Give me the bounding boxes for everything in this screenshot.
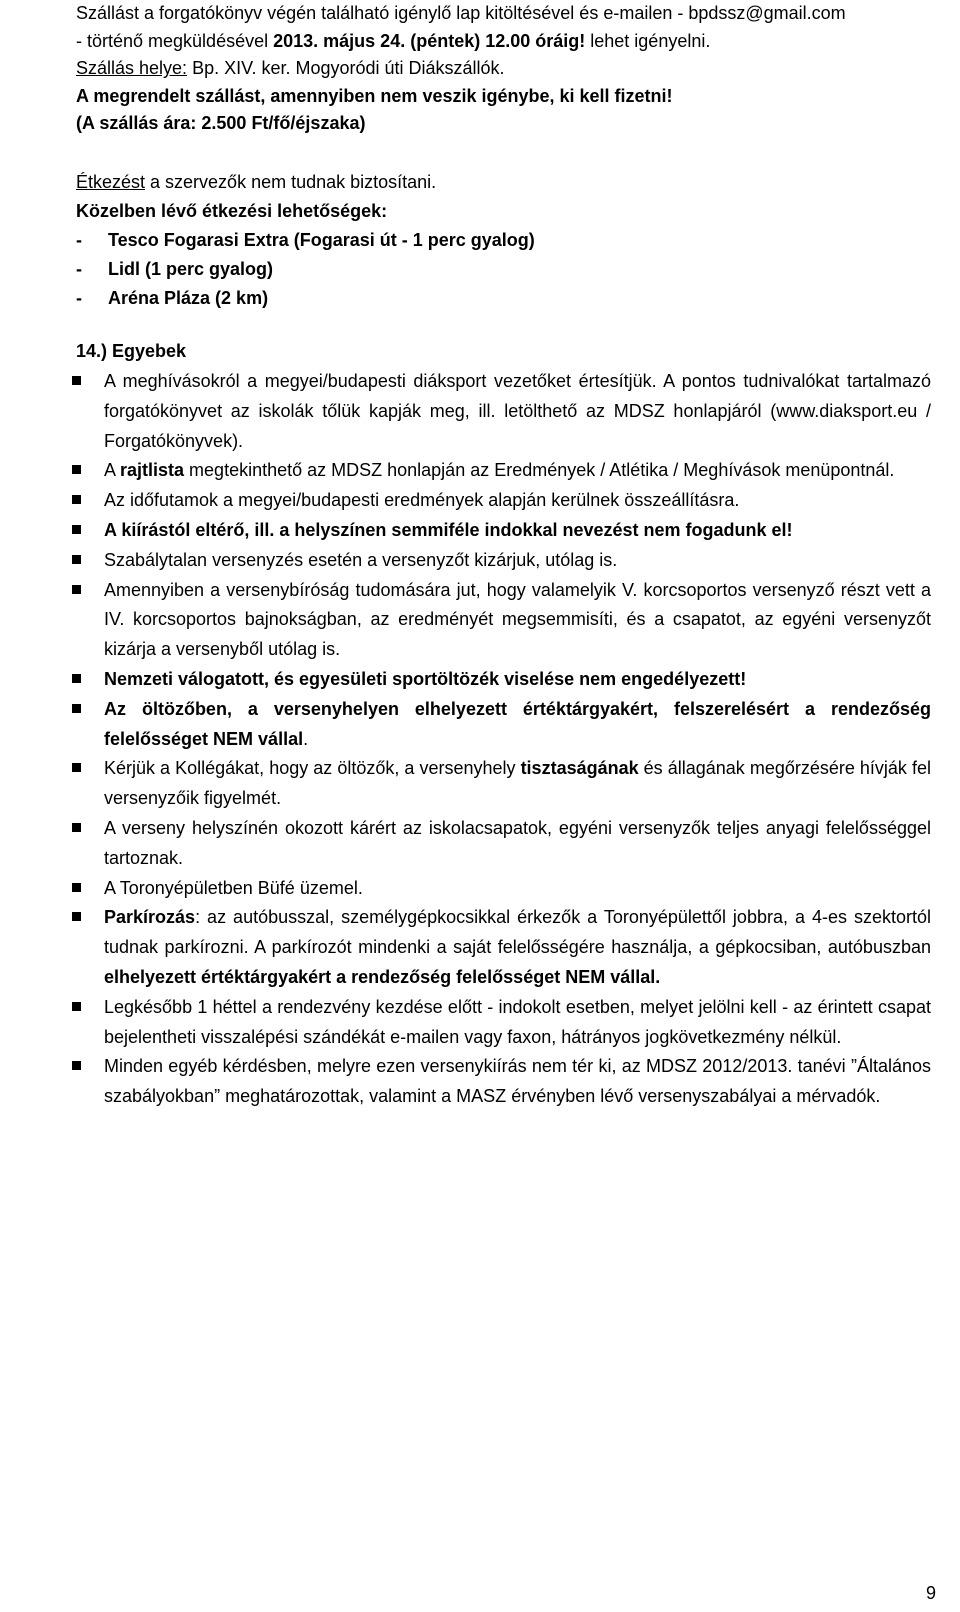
list-item (76, 367, 931, 456)
list-item-text (76, 754, 931, 814)
list-item-text: A kiírástól eltérő, ill. a helyszínen semmiféle indokkal nevezést nem fogadunk el! (104, 519, 793, 540)
text-bold: Az öltözőben, a versenyhelyen elhelyezett értéktárgyakért, felszerelésért a rendezőség felelősséget NEM vállal (104, 698, 931, 749)
list-item-text: Az időfutamok a megyei/budapesti eredmények alapján kerülnek összeállításra. (104, 490, 740, 511)
lodging-line-4 (76, 83, 936, 111)
square-bullet-icon (72, 1061, 81, 1070)
dash-marker: - (76, 288, 82, 308)
bullet-list (76, 367, 931, 1112)
list-item (76, 1052, 931, 1112)
lodging-payment-note: A megrendelt szállást, amennyiben nem veszik igénybe, ki kell fizetni! (76, 85, 673, 106)
lodging-text-2a: - történő megküldésével (76, 30, 274, 51)
food-block (76, 168, 936, 313)
list-item-text: Szabálytalan versenyzés esetén a versenyzőt kizárjuk, utólag is. (104, 549, 618, 570)
text-part: : az autóbusszal, személygépkocsikkal érkezők a Toronyépülettől jobbra, a 4-es szektortól tudnak parkírozni. A parkírozót mindenki a saját felelősségére használja, a gépkocsiban, autóbuszban (104, 907, 931, 958)
list-item-text: Legkésőbb 1 héttel a rendezvény kezdése előtt - indokolt esetben, melyet jelölni kell - az érintett csapat bejelentheti visszalépési szándékát e-mailen vagy faxon, hátrányos jogkövetkezmény nélkül. (104, 996, 931, 1047)
page-number: 9 (925, 1583, 936, 1603)
lodging-price: (A szállás ára: 2.500 Ft/fő/éjszaka) (76, 113, 366, 134)
square-bullet-icon (72, 495, 81, 504)
square-bullet-icon (72, 376, 81, 385)
square-bullet-icon (72, 465, 81, 474)
food-note: a szervezők nem tudnak biztosítani. (145, 172, 437, 192)
food-item (76, 226, 936, 255)
square-bullet-icon (72, 525, 81, 534)
list-item (76, 903, 931, 992)
text-bold: rajtlista (120, 460, 185, 481)
text-bold: tisztaságának (520, 758, 639, 779)
lodging-text-1: Szállást a forgatókönyv végén található igénylő lap kitöltésével és e-mailen - bpdssz@gmail.com (76, 3, 846, 23)
lodging-line-2 (76, 28, 936, 56)
square-bullet-icon (72, 555, 81, 564)
list-item (76, 874, 931, 904)
dash-marker: - (76, 259, 82, 279)
text-part: és állagának megőrzésére hívják fel versenyzőik figyelmét. (104, 758, 931, 809)
list-item (76, 695, 931, 755)
list-item-text: Amennyiben a versenybíróság tudomására jut, hogy valamelyik V. korcsoportos versenyző részt vett a IV. korcsoportos bajnokságban, az eredményét megsemmisíti, és a csapatot, az egyéni versenyzőt kizárja a versenyből utólag is. (104, 579, 931, 660)
food-item (76, 284, 936, 313)
square-bullet-icon (72, 1002, 81, 1011)
text-bold: elhelyezett értéktárgyakért a rendezőség felelősséget NEM vállal. (104, 966, 661, 987)
list-item-text (76, 695, 931, 755)
list-item (76, 754, 931, 814)
list-item-text: A meghívásokról a megyei/budapesti diáksport vezetőket értesítjük. A pontos tudnivalókat tartalmazó forgatókönyvet az iskolák tőlük kapják meg, ill. letölthető az MDSZ honlapjáról (www.diaksport.eu / Forgatókönyvek). (104, 371, 931, 451)
list-item (76, 665, 931, 695)
text-part: A (104, 460, 121, 481)
square-bullet-icon (72, 823, 81, 832)
lodging-line-5 (76, 110, 936, 138)
lodging-location-label: Szállás helye: (76, 58, 188, 79)
food-line-1 (76, 168, 936, 197)
square-bullet-icon (72, 704, 81, 713)
list-item (76, 576, 931, 665)
section-title: 14.) Egyebek (76, 341, 187, 361)
square-bullet-icon (72, 763, 81, 772)
food-underlined: Étkezést (76, 172, 146, 192)
list-item-text: Nemzeti válogatott, és egyesületi sportöltözék viselése nem engedélyezett! (104, 668, 747, 689)
text-part: . (303, 728, 309, 749)
list-item (76, 546, 931, 576)
dash-marker: - (76, 230, 82, 250)
list-item-text (76, 903, 931, 992)
food-item (76, 255, 936, 284)
square-bullet-icon (72, 674, 81, 683)
square-bullet-icon (72, 883, 81, 892)
list-item (76, 814, 931, 874)
lodging-text-2c: lehet igényelni. (585, 30, 711, 51)
list-item-text: A verseny helyszínén okozott kárért az iskolacsapatok, egyéni versenyzők teljes anyagi felelősséggel tartoznak. (104, 817, 931, 868)
lodging-location: Bp. XIV. ker. Mogyoródi úti Diákszállók. (187, 58, 505, 79)
food-heading: Közelben lévő étkezési lehetőségek: (76, 201, 388, 221)
square-bullet-icon (72, 585, 81, 594)
food-item-text: Lidl (1 perc gyalog) (108, 259, 274, 279)
deadline-text: 2013. május 24. (péntek) 12.00 óráig! (273, 30, 586, 51)
square-bullet-icon (72, 912, 81, 921)
lodging-line-1 (76, 0, 936, 28)
list-item-text: Minden egyéb kérdésben, melyre ezen versenykiírás nem tér ki, az MDSZ 2012/2013. tanévi ”Általános szabályokban” meghatározottak, valamint a MASZ érvényben lévő versenyszabályai a mérvadók. (104, 1056, 931, 1107)
text-part: megtekinthető az MDSZ honlapján az Eredmények / Atlétika / Meghívások menüpontnál. (184, 460, 895, 481)
list-item (76, 516, 931, 546)
lodging-line-3 (76, 55, 936, 83)
list-item-text (76, 456, 931, 486)
list-item (76, 456, 931, 486)
list-item (76, 486, 931, 516)
lodging-block (76, 0, 936, 138)
list-item (76, 993, 931, 1053)
text-bold: Parkírozás (104, 907, 196, 928)
text-part: Kérjük a Kollégákat, hogy az öltözők, a versenyhely (104, 758, 521, 779)
food-item-text: Tesco Fogarasi Extra (Fogarasi út - 1 perc gyalog) (108, 230, 535, 250)
food-item-text: Aréna Pláza (2 km) (108, 288, 269, 308)
list-item-text: A Toronyépületben Büfé üzemel. (104, 877, 363, 898)
